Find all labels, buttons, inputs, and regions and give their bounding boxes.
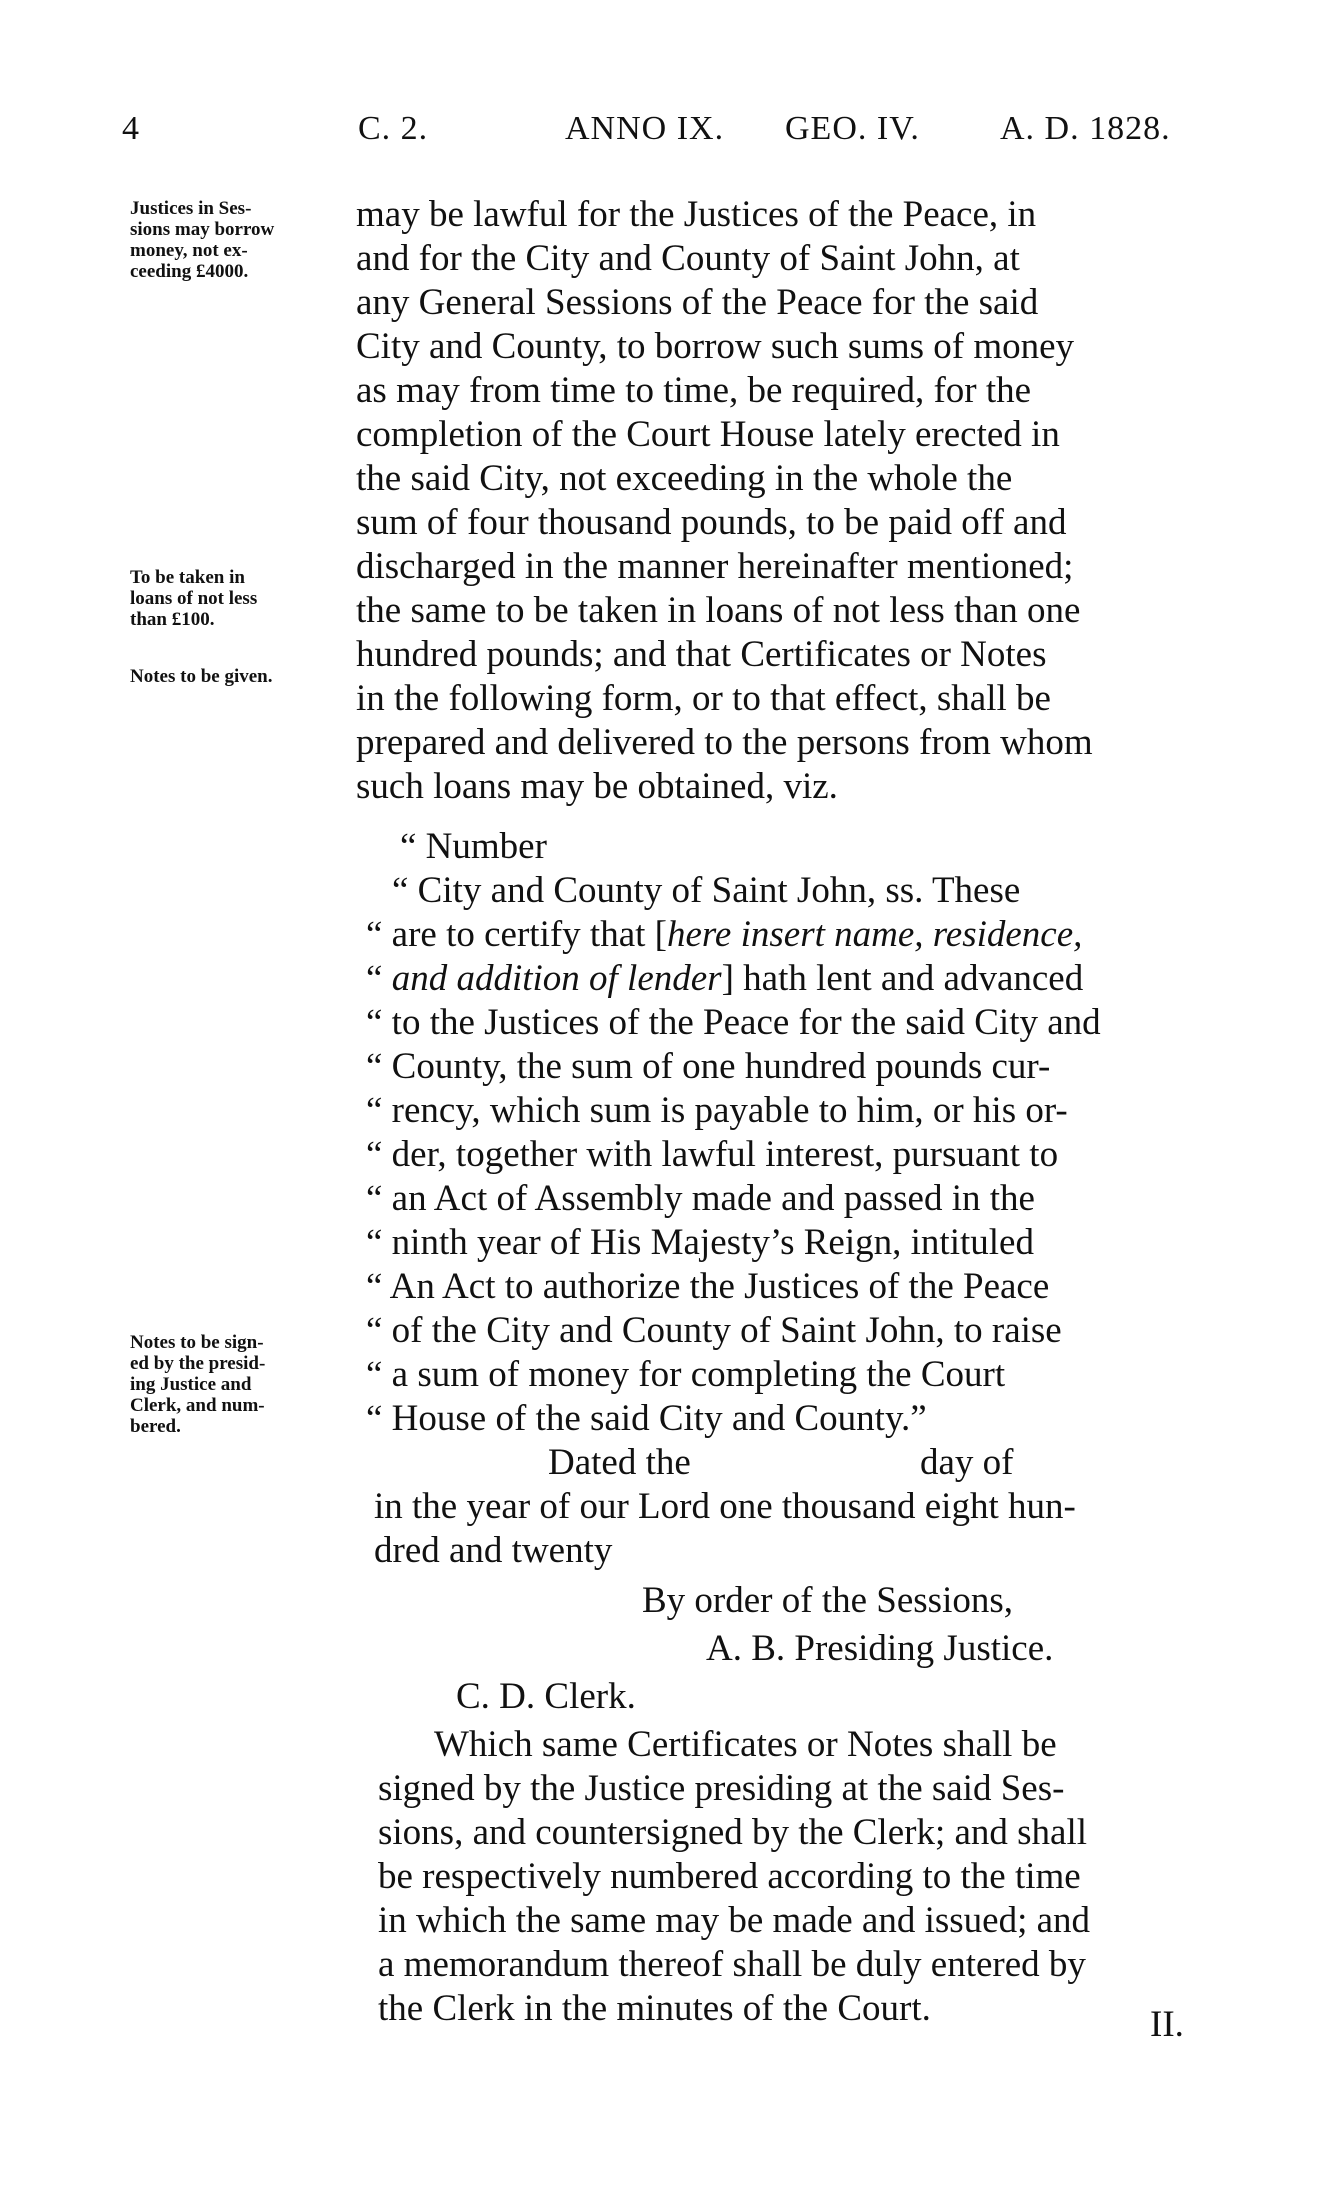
body-paragraph-1 (356, 193, 1093, 809)
margin-note-line: loans of not less (130, 588, 258, 609)
margin-note-notes (130, 666, 272, 687)
margin-note-line: ceeding £4000. (130, 261, 249, 282)
chapter-number: C. 2. (358, 110, 429, 147)
margin-note-loans (130, 567, 257, 630)
margin-note-line: Clerk, and num- (130, 1395, 265, 1416)
margin-note-borrowing (130, 198, 274, 282)
body-line: City and County, to borrow such sums of money (356, 326, 1075, 367)
margin-note-line: Notes to be sign- (130, 1332, 264, 1353)
margin-note-line: sions may borrow (130, 219, 275, 240)
monarch: GEO. IV. (785, 110, 920, 147)
margin-note-line: money, not ex- (130, 240, 248, 261)
catchword: II. (1150, 2004, 1184, 2045)
certificate-line: “ ninth year of His Majesty’s Reign, intituled (366, 1222, 1034, 1263)
body-line: sions, and countersigned by the Clerk; and shall (378, 1812, 1088, 1853)
certificate-number: “ Number (400, 826, 547, 867)
body-line: and for the City and County of Saint John, at (356, 238, 1020, 279)
body-line: the same to be taken in loans of not less than one (356, 590, 1081, 631)
certificate-line: “ to the Justices of the Peace for the said City and (366, 1002, 1101, 1043)
year-line: dred and twenty (374, 1530, 613, 1571)
presiding-justice-line: A. B. Presiding Justice. (706, 1628, 1054, 1669)
margin-note-line: bered. (130, 1416, 181, 1437)
body-line: as may from time to time, be required, for the (356, 370, 1032, 411)
body-line: signed by the Justice presiding at the said Ses- (378, 1768, 1065, 1809)
certificate-line: “ rency, which sum is payable to him, or his or- (366, 1090, 1068, 1131)
margin-note-line: To be taken in (130, 567, 245, 588)
body-paragraph-2 (378, 1723, 1090, 2031)
body-line: be respectively numbered according to the time (378, 1856, 1081, 1897)
certificate-line: “ County, the sum of one hundred pounds cur- (366, 1046, 1051, 1087)
certificate-line: “ of the City and County of Saint John, to raise (366, 1310, 1062, 1351)
dated-label: Dated the (548, 1442, 691, 1483)
body-line: in which the same may be made and issued; and (378, 1900, 1091, 1941)
calendar-year: A. D. 1828. (1000, 110, 1171, 147)
certificate-line: “ and addition of lender] hath lent and advanced (366, 958, 1084, 999)
margin-note-line: Justices in Ses- (130, 198, 252, 219)
regnal-year: ANNO IX. (565, 110, 725, 147)
body-line: a memorandum thereof shall be duly entered by (378, 1944, 1086, 1985)
body-line: prepared and delivered to the persons from whom (356, 722, 1093, 763)
body-line: such loans may be obtained, viz. (356, 766, 838, 807)
margin-note-line: than £100. (130, 609, 215, 630)
margin-note-signing (130, 1332, 265, 1437)
certificate-placeholder: and addition of lender (391, 958, 722, 999)
body-line: may be lawful for the Justices of the Peace, in (356, 194, 1037, 235)
certificate-line: “ An Act to authorize the Justices of the Peace (366, 1266, 1050, 1307)
clerk-line: C. D. Clerk. (456, 1676, 636, 1717)
body-line: in the following form, or to that effect, shall be (356, 678, 1051, 719)
body-line: Which same Certificates or Notes shall be (434, 1724, 1057, 1765)
body-line: completion of the Court House lately erected in (356, 414, 1060, 455)
body-line: the said City, not exceeding in the whole the (356, 458, 1013, 499)
page-number: 4 (122, 110, 140, 147)
by-order-line: By order of the Sessions, (642, 1580, 1013, 1621)
certificate-line: “ der, together with lawful interest, pursuant to (366, 1134, 1059, 1175)
day-of-label: day of (920, 1442, 1014, 1483)
certificate-line: “ an Act of Assembly made and passed in the (366, 1178, 1035, 1219)
certificate-line: “ City and County of Saint John, ss. These (392, 870, 1021, 911)
certificate-line: “ are to certify that [here insert name, residence, (366, 914, 1083, 955)
certificate-body (366, 1001, 1101, 1441)
certificate-line: “ a sum of money for completing the Court (366, 1354, 1006, 1395)
body-line: any General Sessions of the Peace for the said (356, 282, 1039, 323)
margin-note-line: ing Justice and (130, 1374, 252, 1395)
body-line: discharged in the manner hereinafter mentioned; (356, 546, 1074, 587)
body-line: sum of four thousand pounds, to be paid off and (356, 502, 1067, 543)
certificate-placeholder: here insert name, residence, (666, 914, 1083, 955)
margin-note-line: ed by the presid- (130, 1353, 266, 1374)
certificate-line: “ House of the said City and County.” (366, 1398, 927, 1439)
body-line: the Clerk in the minutes of the Court. (378, 1988, 931, 2029)
year-line: in the year of our Lord one thousand eight hun- (374, 1486, 1076, 1527)
body-line: hundred pounds; and that Certificates or Notes (356, 634, 1047, 675)
margin-note-line: Notes to be given. (130, 666, 273, 687)
